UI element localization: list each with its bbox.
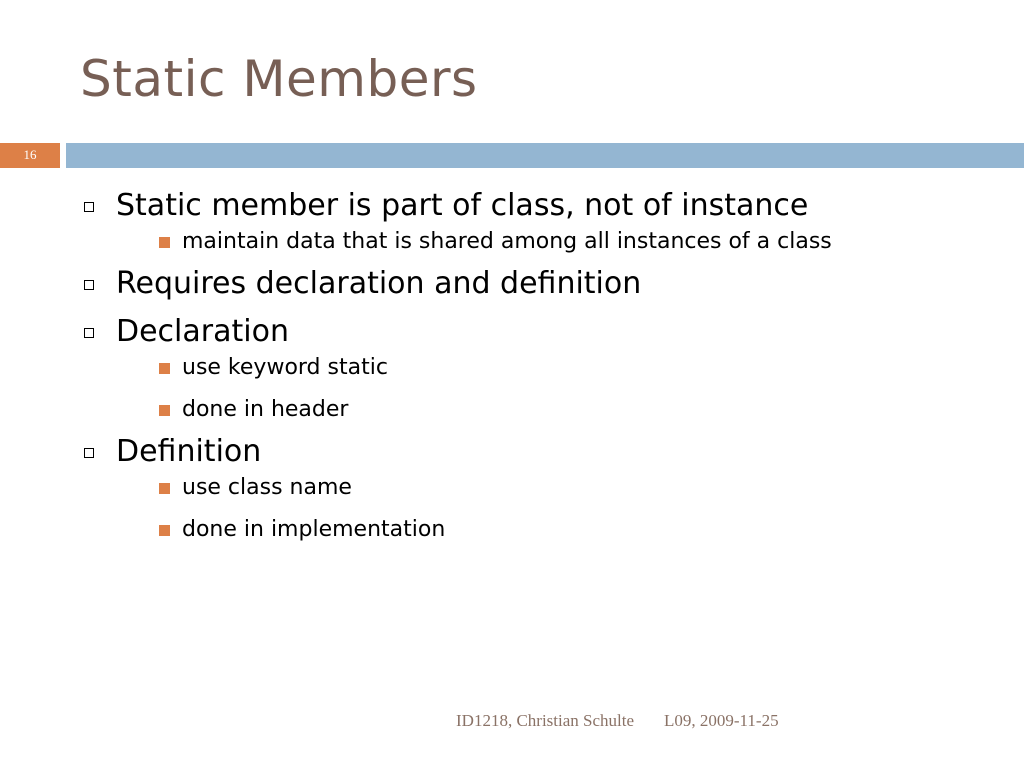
- filled-square-bullet-icon: [159, 237, 170, 248]
- bullet-text: Requires declaration and definition: [116, 266, 642, 301]
- hollow-square-bullet-icon: [84, 202, 94, 212]
- bullet-list: [82, 186, 1004, 546]
- sub-bullet-list: [116, 354, 1004, 424]
- sub-bullet-text: done in header: [182, 397, 349, 422]
- bullet-item: [82, 312, 1004, 424]
- bullet-text: Declaration: [116, 314, 289, 349]
- sub-bullet-item: [116, 516, 1004, 544]
- sub-bullet-text: maintain data that is shared among all instances of a class: [182, 229, 832, 254]
- hollow-square-bullet-icon: [84, 328, 94, 338]
- filled-square-bullet-icon: [159, 405, 170, 416]
- sub-bullet-item: [116, 354, 1004, 382]
- sub-bullet-text: use class name: [182, 475, 352, 500]
- sub-bullet-list: [116, 474, 1004, 544]
- bullet-item: [82, 432, 1004, 544]
- slide-number-badge: 16: [0, 143, 60, 168]
- sub-bullet-list: [116, 228, 1004, 256]
- filled-square-bullet-icon: [159, 483, 170, 494]
- sub-bullet-item: [116, 474, 1004, 502]
- filled-square-bullet-icon: [159, 525, 170, 536]
- hollow-square-bullet-icon: [84, 280, 94, 290]
- bullet-text: Definition: [116, 434, 262, 469]
- bullet-item: [82, 264, 1004, 304]
- footer-lecture-date: L09, 2009-11-25: [664, 711, 779, 730]
- filled-square-bullet-icon: [159, 363, 170, 374]
- sub-bullet-item: [116, 396, 1004, 424]
- header-divider-bar: [66, 143, 1024, 168]
- bullet-item: [82, 186, 1004, 256]
- footer-course: ID1218, Christian Schulte: [456, 711, 635, 730]
- sub-bullet-text: use keyword static: [182, 355, 388, 380]
- slide-footer: [456, 711, 779, 731]
- sub-bullet-item: [116, 228, 1004, 256]
- slide-title: Static Members: [80, 50, 478, 108]
- sub-bullet-text: done in implementation: [182, 517, 446, 542]
- bullet-text: Static member is part of class, not of instance: [116, 188, 809, 223]
- hollow-square-bullet-icon: [84, 448, 94, 458]
